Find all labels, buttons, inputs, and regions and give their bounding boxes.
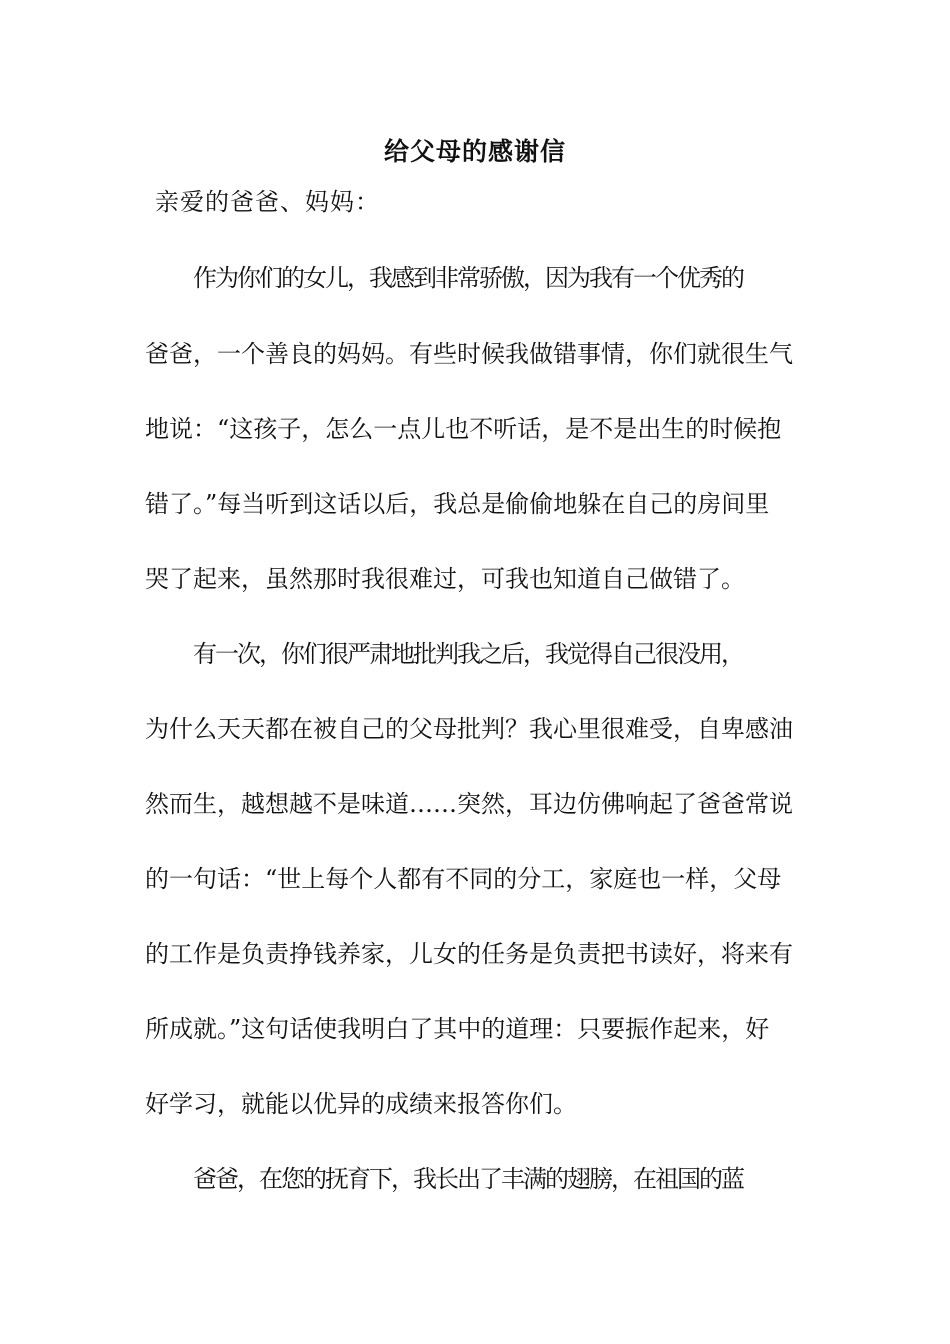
paragraph-2-line-7: 好学习，就能以优异的成绩来报答你们。 <box>145 1090 577 1118</box>
paragraph-2-line-5: 的工作是负责挣钱养家，儿女的任务是负责把书读好，将来有 <box>145 940 793 968</box>
paragraph-3-line-1: 爸爸，在您的抚育下，我长出了丰满的翅膀，在祖国的蓝 <box>193 1165 743 1193</box>
paragraph-2-line-2: 为什么天天都在被自己的父母批判？我心里很难受，自卑感油 <box>145 715 793 743</box>
letter-title: 给父母的感谢信 <box>383 137 566 166</box>
paragraph-2-line-3: 然而生，越想越不是味道……突然，耳边仿佛响起了爸爸常说 <box>145 790 793 818</box>
letter-salutation: 亲爱的爸爸、妈妈： <box>155 188 380 216</box>
paragraph-2-line-1: 有一次，你们很严肃地批判我之后，我觉得自己很没用， <box>193 640 743 668</box>
paragraph-1-line-2: 爸爸，一个善良的妈妈。有些时候我做错事情，你们就很生气 <box>145 340 793 368</box>
paragraph-1-line-3: 地说：“这孩子，怎么一点儿也不听话，是不是出生的时候抱 <box>145 415 782 443</box>
paragraph-1-line-1: 作为你们的女儿，我感到非常骄傲，因为我有一个优秀的 <box>193 264 743 292</box>
paragraph-2-line-4: 的一句话：“世上每个人都有不同的分工，家庭也一样，父母 <box>145 865 782 893</box>
paragraph-1-line-4: 错了。”每当听到这话以后，我总是偷偷地躲在自己的房间里 <box>145 490 770 518</box>
paragraph-2-line-6: 所成就。”这句话使我明白了其中的道理：只要振作起来，好 <box>145 1015 770 1043</box>
paragraph-1-line-5: 哭了起来，虽然那时我很难过，可我也知道自己做错了。 <box>145 565 745 593</box>
